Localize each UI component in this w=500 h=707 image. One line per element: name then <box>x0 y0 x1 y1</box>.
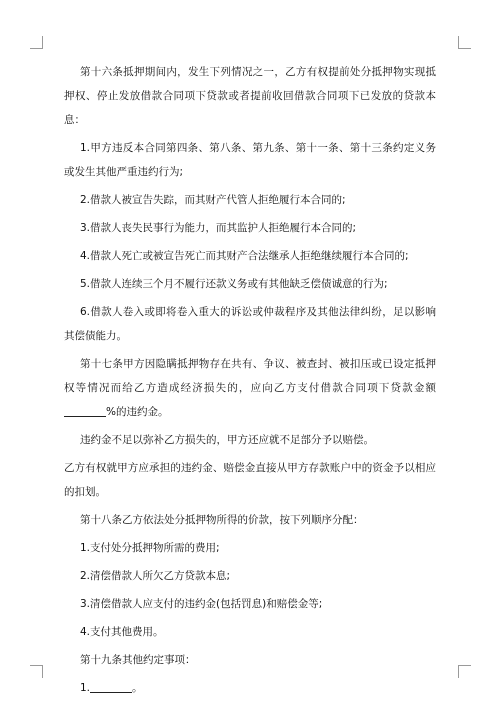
clause-16-item-1: 1.甲方违反本合同第四条、第八条、第九条、第十一条、第十三条约定义务或发生其他严重违约行为; <box>64 142 436 178</box>
clause-18-item-2: 2.清偿借款人所欠乙方贷款本息; <box>80 570 231 582</box>
clause-19-item-1-suffix: 。 <box>132 682 143 694</box>
clause-17-deduction: 乙方有权就甲方应承担的违约金、赔偿金直接从甲方存款账户中的资金予以相应的扣划。 <box>64 462 436 498</box>
other-terms-blank[interactable] <box>90 680 132 693</box>
crop-mark-top-right <box>458 36 471 49</box>
percentage-blank[interactable] <box>64 404 106 417</box>
clause-16-intro: 第十六条抵押期间内，发生下列情况之一，乙方有权提前处分抵押物实现抵押权、停止发放借款合同项下贷款或者提前收回借款合同项下已发放的贷款本息： <box>64 66 436 126</box>
clause-19-item-1-prefix: 1. <box>80 682 91 694</box>
clause-16-item-5: 5.借款人连续三个月不履行还款义务或有其他缺乏偿债诚意的行为; <box>80 278 388 290</box>
clause-19-title: 第十九条其他约定事项： <box>80 654 196 666</box>
clause-18-item-1: 1.支付处分抵押物所需的费用; <box>80 542 220 554</box>
clause-17 <box>64 352 436 424</box>
clause-17-compensation: 违约金不足以弥补乙方损失的，甲方还应就不足部分予以赔偿。 <box>80 434 374 446</box>
clause-17-text-before: 第十七条甲方因隐瞒抵押物存在共有、争议、被查封、被扣压或已设定抵押权等情况而给乙方造成经济损失的，应向乙方支付借款合同项下贷款金额 <box>64 358 436 394</box>
crop-mark-top-left <box>30 36 43 49</box>
clause-18-item-4: 4.支付其他费用。 <box>80 626 164 638</box>
document-page <box>64 60 436 704</box>
clause-18-intro: 第十八条乙方依法处分抵押物所得的价款，按下列顺序分配： <box>80 514 364 526</box>
clause-19-item-1 <box>64 676 436 700</box>
clause-16-item-3: 3.借款人丧失民事行为能力，而其监护人拒绝履行本合同的; <box>80 222 357 234</box>
clause-18-item-3: 3.清偿借款人应支付的违约金(包括罚息)和赔偿金等; <box>80 598 323 610</box>
crop-mark-bottom-right <box>458 665 471 678</box>
clause-17-text-after: %的违约金。 <box>106 406 169 418</box>
clause-16-item-4: 4.借款人死亡或被宣告死亡而其财产合法继承人拒绝继续履行本合同的; <box>80 250 409 262</box>
crop-mark-bottom-left <box>30 665 43 678</box>
clause-16-item-2: 2.借款人被宣告失踪，而其财产代管人拒绝履行本合同的; <box>80 194 346 206</box>
clause-16-item-6: 6.借款人卷入或即将卷入重大的诉讼或仲裁程序及其他法律纠纷，足以影响其偿债能力。 <box>64 306 436 342</box>
